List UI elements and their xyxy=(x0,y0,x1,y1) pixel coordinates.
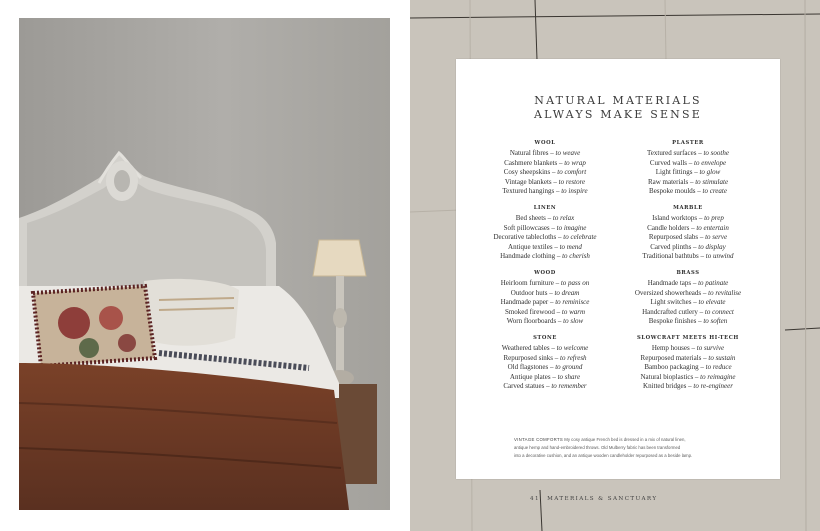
material-item xyxy=(471,168,619,178)
material-verb: to prep xyxy=(704,214,724,222)
section-heading: STONE xyxy=(533,335,557,341)
material-verb: to share xyxy=(557,372,581,381)
dash-separator: – xyxy=(550,168,558,177)
material-name: Decorative tablecloths xyxy=(493,233,557,242)
material-item xyxy=(471,214,619,224)
material-verb: to reduce xyxy=(705,363,732,372)
material-item xyxy=(471,149,619,159)
material-verb: to dream xyxy=(554,288,580,297)
material-name: Handmade paper xyxy=(500,298,549,307)
material-name: Vintage blankets xyxy=(504,177,552,186)
material-verb: to entertain xyxy=(696,223,729,232)
material-verb: to relax xyxy=(552,214,575,222)
material-item xyxy=(471,279,619,289)
material-item xyxy=(471,317,619,327)
material-name: Handmade clothing xyxy=(500,252,556,261)
material-verb: to reminisce xyxy=(555,298,590,307)
material-item xyxy=(471,363,619,373)
material-name: Hemp houses xyxy=(651,344,690,352)
material-verb: to ground xyxy=(555,363,583,372)
material-verb: to unwind xyxy=(705,252,734,261)
material-name: Candle holders xyxy=(647,223,690,232)
material-item xyxy=(614,168,762,178)
material-item xyxy=(471,187,619,197)
materials-card xyxy=(456,59,780,479)
dash-separator: – xyxy=(555,252,563,261)
material-name: Antique plates xyxy=(509,372,551,381)
material-name: Handcrafted cutlery xyxy=(642,307,698,316)
material-item xyxy=(471,298,619,308)
dash-separator: – xyxy=(548,363,556,372)
dash-separator: – xyxy=(554,187,562,196)
section-heading: PLASTER xyxy=(672,140,704,146)
dash-separator: – xyxy=(696,149,704,157)
material-verb: to patinate xyxy=(698,279,729,287)
material-name: Curved walls xyxy=(649,158,688,167)
material-item xyxy=(471,159,619,169)
material-name: Soft pillowcases xyxy=(503,223,550,232)
material-verb: to welcome xyxy=(556,344,589,352)
material-name: Bespoke moulds xyxy=(649,187,696,196)
material-section xyxy=(614,140,762,205)
right-material-column xyxy=(614,140,762,400)
material-verb: to pass on xyxy=(560,279,590,287)
section-heading: LINEN xyxy=(533,205,557,211)
material-verb: to serve xyxy=(705,233,728,242)
material-verb: to mend xyxy=(559,242,582,251)
material-name: Antique textiles xyxy=(508,242,553,251)
section-heading: BRASS xyxy=(676,270,700,276)
material-item xyxy=(614,308,762,318)
page-number: 41 xyxy=(530,496,540,502)
dash-separator: – xyxy=(695,187,703,196)
dash-separator: – xyxy=(691,279,699,287)
material-item xyxy=(614,354,762,364)
material-verb: to cherish xyxy=(562,252,590,261)
material-section xyxy=(471,270,619,335)
page-footer xyxy=(530,496,657,502)
material-item xyxy=(614,159,762,169)
material-item xyxy=(614,224,762,234)
article-title-line-1: NATURAL MATERIALS xyxy=(534,94,702,107)
dash-separator: – xyxy=(556,233,564,242)
material-verb: to connect xyxy=(704,307,734,316)
material-name: Carved statues xyxy=(503,382,545,391)
material-item xyxy=(471,243,619,253)
dash-separator: – xyxy=(550,372,558,381)
material-verb: to reimagine xyxy=(700,372,736,381)
material-name: Light switches xyxy=(650,298,692,307)
material-verb: to remember xyxy=(551,382,587,391)
material-item xyxy=(614,243,762,253)
material-verb: to glow xyxy=(699,168,721,177)
material-verb: to slow xyxy=(563,317,584,326)
dash-separator: – xyxy=(701,353,709,362)
material-section xyxy=(471,205,619,270)
material-item xyxy=(471,373,619,383)
bedroom-illustration xyxy=(19,18,390,510)
photo-caption xyxy=(514,436,734,461)
dash-separator: – xyxy=(554,307,562,316)
dash-separator: – xyxy=(701,288,709,297)
dash-separator: – xyxy=(691,298,699,307)
material-name: Knitted bridges xyxy=(643,382,687,391)
dash-separator: – xyxy=(545,214,553,222)
material-item xyxy=(614,187,762,197)
dash-separator: – xyxy=(689,223,697,232)
material-name: Repurposed sinks xyxy=(503,353,554,362)
material-verb: to weave xyxy=(555,149,581,157)
material-section xyxy=(471,140,619,205)
caption-line: My cosy antique French bed is dressed in a mix of natural linen, xyxy=(564,437,686,442)
material-name: Bed sheets xyxy=(515,214,546,222)
dash-separator: – xyxy=(698,363,706,372)
dash-separator: – xyxy=(556,317,564,326)
dash-separator: – xyxy=(551,177,559,186)
dash-separator: – xyxy=(548,149,556,157)
material-item xyxy=(471,233,619,243)
material-name: Cosy sheepskins xyxy=(503,168,551,177)
material-verb: to revitalise xyxy=(708,288,742,297)
dash-separator: – xyxy=(547,288,555,297)
material-name: Light fittings xyxy=(655,168,693,177)
material-name: Natural fibres xyxy=(509,149,549,157)
material-name: Old flagstones xyxy=(507,363,549,372)
material-verb: to envelope xyxy=(694,158,727,167)
material-name: Bamboo packaging xyxy=(644,363,699,372)
material-verb: to refresh xyxy=(560,353,587,362)
dash-separator: – xyxy=(552,242,560,251)
dash-separator: – xyxy=(686,382,694,391)
material-item xyxy=(614,289,762,299)
material-item xyxy=(471,382,619,392)
material-section xyxy=(614,335,762,400)
material-item xyxy=(471,289,619,299)
material-verb: to warm xyxy=(561,307,586,316)
dash-separator: – xyxy=(697,214,705,222)
dash-separator: – xyxy=(693,372,701,381)
dash-separator: – xyxy=(553,279,561,287)
dash-separator: – xyxy=(698,252,706,261)
section-heading: MARBLE xyxy=(673,205,703,211)
material-item xyxy=(614,373,762,383)
dash-separator: – xyxy=(687,158,695,167)
material-verb: to display xyxy=(698,242,726,251)
dash-separator: – xyxy=(698,233,706,242)
material-verb: to survive xyxy=(696,344,725,352)
material-name: Smoked firewood xyxy=(504,307,555,316)
material-item xyxy=(614,382,762,392)
material-item xyxy=(614,149,762,159)
dash-separator: – xyxy=(691,242,699,251)
material-verb: to create xyxy=(702,187,727,196)
material-name: Bespoke finishes xyxy=(648,317,697,326)
dash-separator: – xyxy=(548,298,556,307)
material-item xyxy=(614,178,762,188)
material-verb: to restore xyxy=(558,177,586,186)
material-name: Outdoor huts xyxy=(510,288,548,297)
material-item xyxy=(614,233,762,243)
dash-separator: – xyxy=(689,344,697,352)
material-name: Oversized showerheads xyxy=(634,288,702,297)
material-name: Raw materials xyxy=(647,177,689,186)
material-item xyxy=(471,178,619,188)
material-item xyxy=(471,252,619,262)
material-item xyxy=(471,344,619,354)
dash-separator: – xyxy=(696,317,704,326)
material-verb: to celebrate xyxy=(563,233,597,242)
material-item xyxy=(614,344,762,354)
material-item xyxy=(614,214,762,224)
material-verb: to soothe xyxy=(703,149,729,157)
material-name: Cashmere blankets xyxy=(504,158,558,167)
material-item xyxy=(614,298,762,308)
material-item xyxy=(614,279,762,289)
material-name: Island worktops xyxy=(652,214,698,222)
material-name: Repurposed materials xyxy=(640,353,702,362)
pillow xyxy=(144,279,239,346)
material-item xyxy=(471,308,619,318)
material-name: Worn floorboards xyxy=(506,317,557,326)
material-name: Textured hangings xyxy=(502,187,555,196)
floral-cushion xyxy=(33,286,155,366)
dash-separator: – xyxy=(697,307,705,316)
material-name: Weathered tables xyxy=(501,344,550,352)
material-name: Handmade taps xyxy=(647,279,692,287)
material-section xyxy=(614,205,762,270)
caption-line: into a decorative cushion, and an antique wooden candleholder repurposed as a beside lamp. xyxy=(514,453,693,459)
dash-separator: – xyxy=(688,177,696,186)
caption-heading: VINTAGE COMFORTS xyxy=(514,437,564,442)
material-section xyxy=(614,270,762,335)
material-name: Carved plinths xyxy=(650,242,692,251)
material-item xyxy=(614,317,762,327)
dash-separator: – xyxy=(557,158,565,167)
material-verb: to elevate xyxy=(698,298,726,307)
material-item xyxy=(471,224,619,234)
dash-separator: – xyxy=(549,223,557,232)
left-material-column xyxy=(471,140,619,400)
material-name: Textured surfaces xyxy=(647,149,697,157)
material-verb: to stimulate xyxy=(695,177,729,186)
material-verb: to sustain xyxy=(708,353,736,362)
bedroom-photo xyxy=(19,18,390,510)
dash-separator: – xyxy=(549,344,557,352)
material-name: Natural bioplastics xyxy=(640,372,694,381)
dash-separator: – xyxy=(544,382,552,391)
material-item xyxy=(614,363,762,373)
dash-separator: – xyxy=(692,168,700,177)
material-name: Traditional bathtubs xyxy=(642,252,699,261)
material-item xyxy=(614,252,762,262)
material-verb: to inspire xyxy=(561,187,588,196)
material-verb: to comfort xyxy=(557,168,587,177)
section-heading: WOOL xyxy=(534,140,556,146)
material-verb: to wrap xyxy=(564,158,586,167)
caption-line: antique hemp and hand-embroidered throws. Old Mulberry fabric has been transformed xyxy=(514,445,681,451)
running-title: MATERIALS & SANCTUARY xyxy=(547,496,658,502)
article-title-line-2: ALWAYS MAKE SENSE xyxy=(534,108,702,121)
material-verb: to re-engineer xyxy=(693,382,733,391)
material-verb: to imagine xyxy=(556,223,587,232)
dash-separator: – xyxy=(553,353,561,362)
material-item xyxy=(471,354,619,364)
section-heading: SLOWCRAFT MEETS HI-TECH xyxy=(637,335,739,341)
material-section xyxy=(471,335,619,400)
material-name: Repurposed slabs xyxy=(648,233,699,242)
material-verb: to soften xyxy=(703,317,728,326)
material-name: Heirloom furniture xyxy=(500,279,554,287)
section-heading: WOOD xyxy=(534,270,556,276)
